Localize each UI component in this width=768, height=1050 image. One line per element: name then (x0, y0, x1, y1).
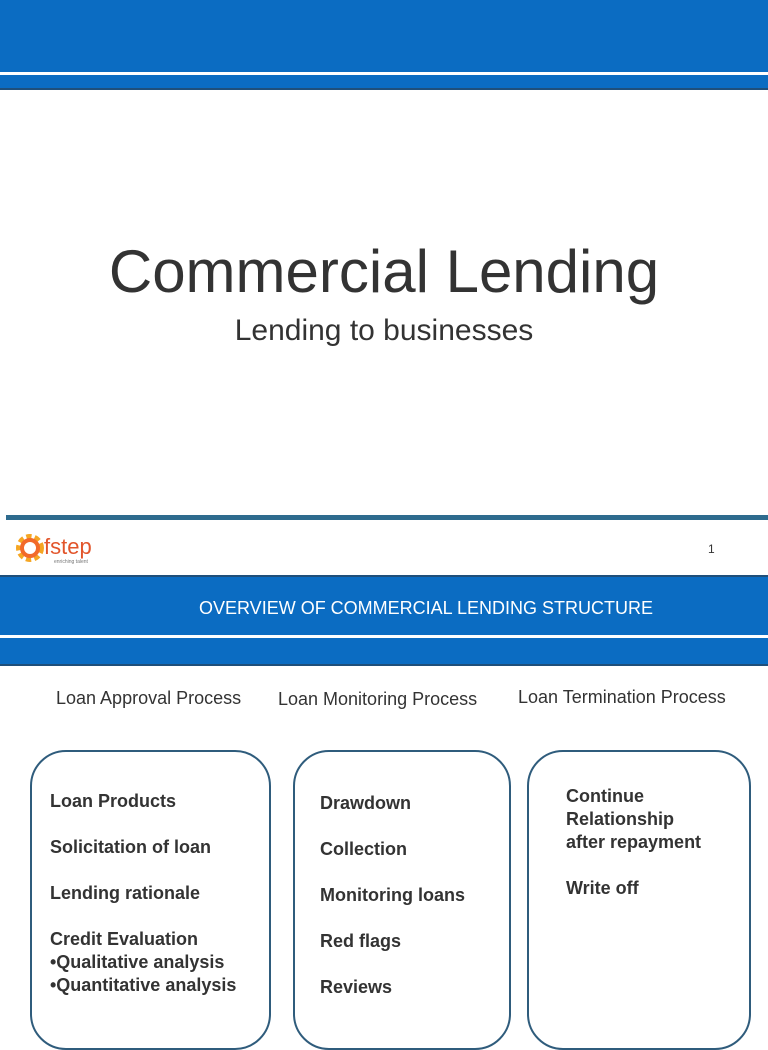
approval-card (30, 750, 271, 1050)
list-item: Drawdown (320, 793, 412, 813)
list-item: Solicitation of loan (50, 837, 211, 857)
fstep-logo (10, 528, 120, 568)
column-heading-monitoring: Loan Monitoring Process (278, 689, 478, 709)
section-banner-fill (0, 577, 768, 666)
monitoring-card (293, 750, 511, 1050)
list-item: Reviews (320, 977, 393, 997)
top-banner-edge (0, 88, 768, 90)
list-item: Monitoring loans (320, 885, 465, 905)
termination-card (527, 750, 751, 1050)
list-item: Red flags (320, 931, 402, 951)
column-heading-termination: Loan Termination Process (518, 687, 726, 707)
monitoring-list (320, 792, 465, 1022)
list-item: Collection (320, 839, 408, 859)
top-banner-stripe (0, 72, 768, 75)
top-banner-fill (0, 0, 768, 90)
list-item: Loan Products (50, 791, 177, 811)
page-number: 1 (708, 542, 715, 556)
section-banner-stripe (0, 635, 768, 638)
list-item: Credit Evaluation •Qualitative analysis •Quantitative analysis (50, 929, 237, 995)
gear-icon (19, 537, 41, 559)
logo-wordmark: fstep (44, 534, 92, 559)
slide-subtitle: Lending to businesses (234, 314, 534, 347)
list-item: Continue Relationship after repayment (566, 786, 702, 852)
list-item: Write off (566, 878, 639, 898)
list-item: Lending rationale (50, 883, 201, 903)
logo-tagline: enriching talent (54, 559, 88, 565)
section-banner-bottom-edge (0, 664, 768, 666)
column-heading-approval: Loan Approval Process (56, 688, 242, 708)
section-header: OVERVIEW OF COMMERCIAL LENDING STRUCTURE (199, 598, 654, 618)
slide-title: Commercial Lending (108, 238, 660, 305)
termination-list (566, 785, 701, 923)
slide-footer-divider (6, 515, 768, 520)
approval-list (50, 790, 236, 1020)
